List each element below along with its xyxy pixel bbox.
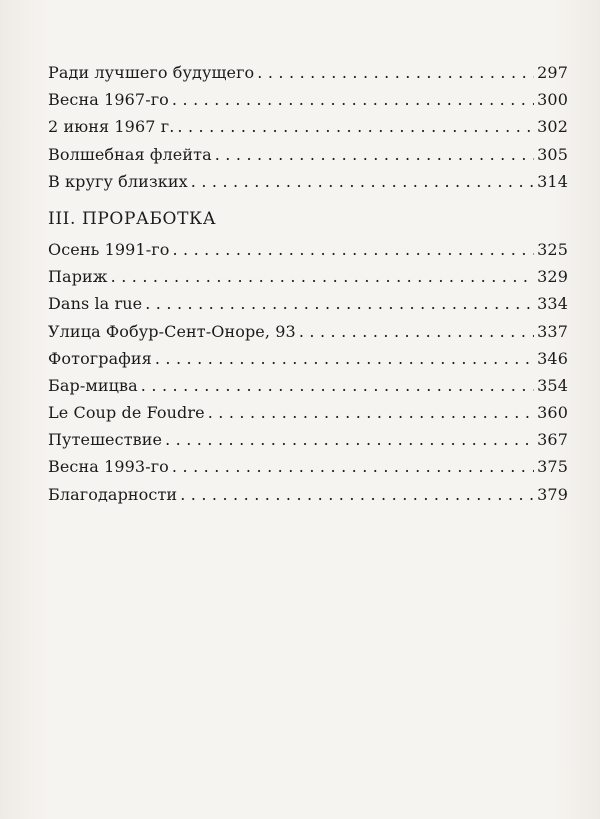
dot-leader xyxy=(257,63,534,82)
toc-entry xyxy=(48,349,568,376)
toc-entry-title: Весна 1993-го xyxy=(48,457,169,477)
toc-entry xyxy=(48,240,568,267)
dot-leader xyxy=(172,240,534,259)
toc-entry xyxy=(48,63,568,90)
toc-entry-title: Бар-мицва xyxy=(48,375,138,395)
toc-entry-page: 297 xyxy=(537,63,568,82)
dot-leader xyxy=(145,294,534,313)
toc-entry-page: 325 xyxy=(537,239,568,259)
toc-entry xyxy=(48,376,568,403)
toc-entry-page: 346 xyxy=(537,348,568,368)
toc-entry xyxy=(48,145,568,172)
toc-entry xyxy=(48,485,568,512)
dot-leader xyxy=(177,117,534,136)
dot-leader xyxy=(180,485,534,504)
dot-leader xyxy=(299,322,534,341)
toc-entry-page: 337 xyxy=(537,321,568,341)
dot-leader xyxy=(191,172,534,191)
toc-entry-title: Париж xyxy=(48,267,108,287)
section-heading: III. ПРОРАБОТКА xyxy=(48,208,217,229)
toc-entry-title: Осень 1991-го xyxy=(48,239,170,259)
dot-leader xyxy=(215,145,534,164)
toc-entry-title: Благодарности xyxy=(48,484,178,504)
toc-entry-title: Волшебная флейта xyxy=(48,144,212,164)
toc-entry-page: 367 xyxy=(537,430,568,450)
toc-entry xyxy=(48,117,568,144)
toc-entry-page: 379 xyxy=(537,484,568,504)
toc-entry-title: Dans la rue xyxy=(48,294,143,314)
toc-entry-page: 354 xyxy=(537,375,568,395)
toc-entry xyxy=(48,457,568,484)
toc-entry-page: 300 xyxy=(537,90,568,110)
dot-leader xyxy=(172,90,534,109)
toc-entry-page: 360 xyxy=(537,403,568,423)
toc-entry-title: Улица Фобур-Сент-Оноре, 93 xyxy=(48,321,296,341)
dot-leader xyxy=(111,267,535,286)
toc-entry-title: Le Coup de Foudre xyxy=(48,403,205,423)
toc-entry-page: 302 xyxy=(537,117,568,137)
dot-leader xyxy=(155,349,534,368)
toc-entry xyxy=(48,322,568,349)
dot-leader xyxy=(141,376,534,395)
toc-entry-title: 2 июня 1967 г. xyxy=(48,117,175,137)
dot-leader xyxy=(165,430,534,449)
toc-entry-title: Весна 1967-го xyxy=(48,90,169,110)
toc-entry-title: Ради лучшего будущего xyxy=(48,63,255,82)
dot-leader xyxy=(172,457,534,476)
toc-entry-page: 375 xyxy=(537,457,568,477)
toc-entry xyxy=(48,90,568,117)
toc-entry-title: Путешествие xyxy=(48,430,163,450)
toc-entry xyxy=(48,430,568,457)
toc-entry-page: 305 xyxy=(537,144,568,164)
toc-entry-page: 334 xyxy=(537,294,568,314)
table-of-contents xyxy=(48,63,568,512)
toc-entry-page: 329 xyxy=(537,267,568,287)
toc-entry-title: Фотография xyxy=(48,348,152,368)
toc-entry xyxy=(48,172,568,199)
toc-entry-page: 314 xyxy=(537,171,568,191)
toc-entry xyxy=(48,267,568,294)
toc-entry-title: В кругу близких xyxy=(48,171,188,191)
toc-entry xyxy=(48,294,568,321)
toc-entry xyxy=(48,403,568,430)
dot-leader xyxy=(208,403,534,422)
